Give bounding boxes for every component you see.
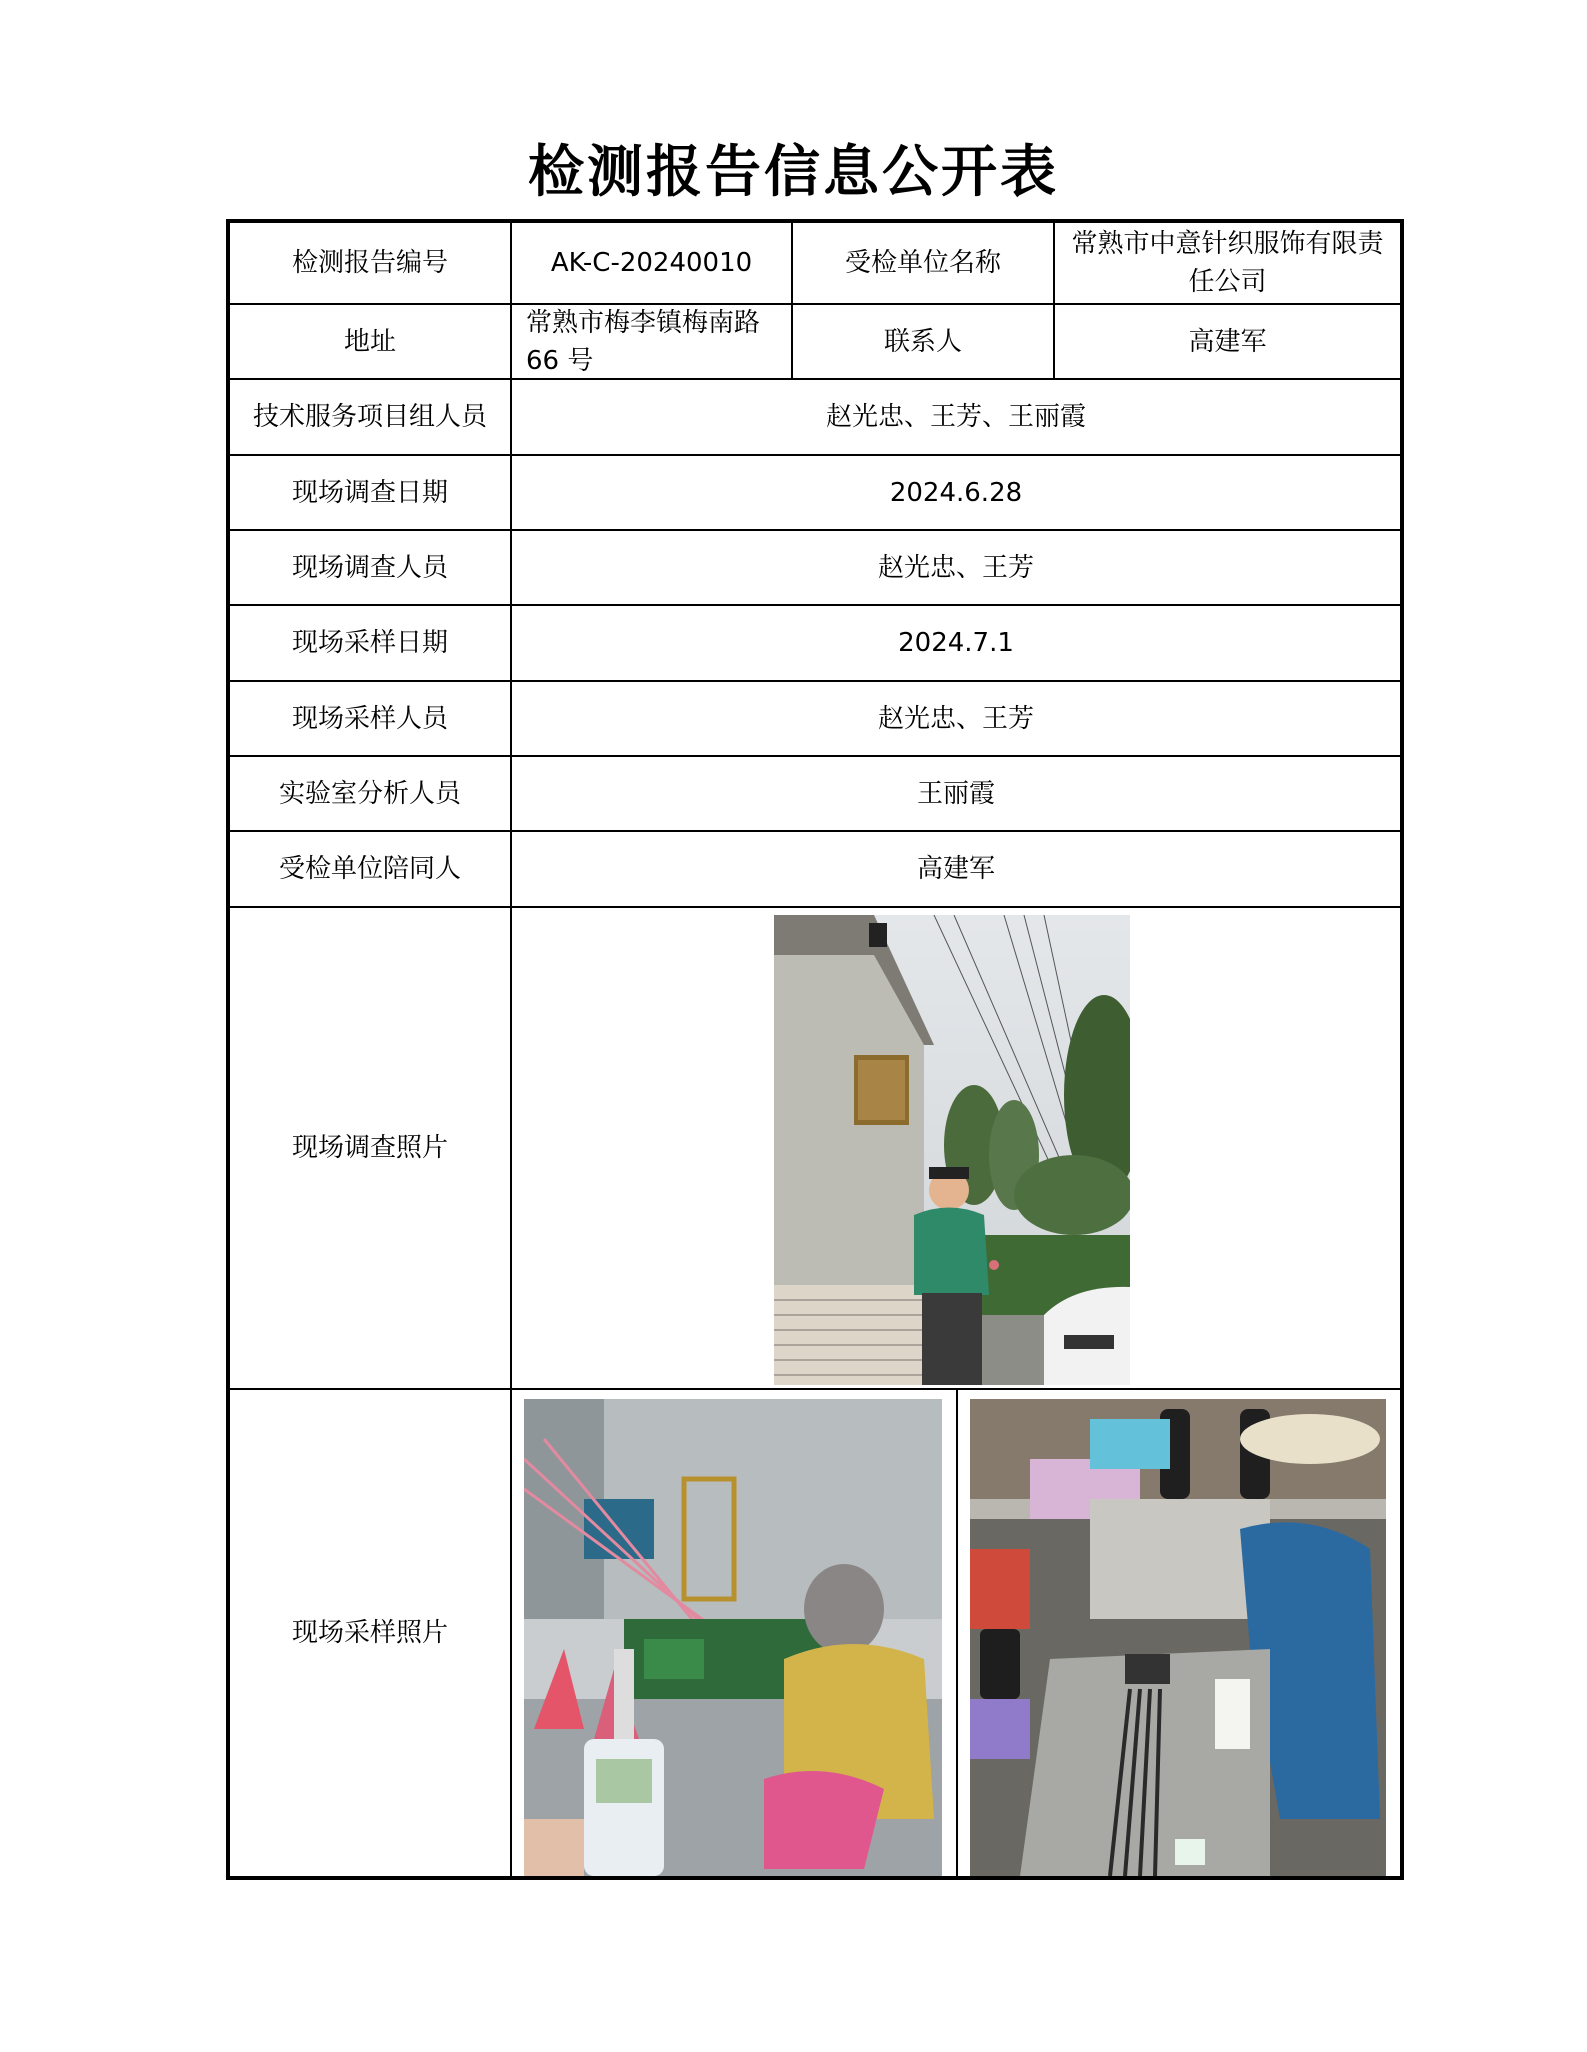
info-table: [226, 219, 1404, 1880]
sampling-date-value: 2024.7.1: [898, 628, 1014, 658]
team-value: 赵光忠、王芳、王丽霞: [825, 402, 1086, 432]
report-no-value: AK-C-20240010: [550, 248, 753, 278]
survey-staff-label: 现场调查人员: [291, 552, 448, 583]
survey-date-value: 2024.6.28: [889, 477, 1023, 508]
survey-staff-value: 赵光忠、王芳: [877, 552, 1034, 583]
document-title: 检测报告信息公开表: [528, 140, 1059, 205]
sampling-photo-2: [970, 1399, 1386, 1876]
team-label: 技术服务项目组人员: [252, 402, 487, 432]
survey-date-label: 现场调查日期: [291, 477, 448, 508]
sampling-staff-label: 现场采样人员: [291, 703, 448, 734]
survey-photo: [774, 915, 1130, 1385]
sampling-photo-label: 现场采样照片: [291, 1618, 448, 1648]
address-value: 常熟市梅李镇梅南路66 号: [526, 307, 761, 376]
sampling-staff-value: 赵光忠、王芳: [877, 703, 1034, 734]
escort-label: 受检单位陪同人: [278, 854, 461, 884]
report-no-label: 检测报告编号: [291, 248, 448, 278]
lab-staff-value: 王丽霞: [916, 778, 995, 809]
contact-label: 联系人: [883, 326, 962, 357]
unit-name-value: 常熟市中意针织服饰有限责任公司: [1071, 229, 1384, 297]
survey-photo-label: 现场调查照片: [291, 1133, 448, 1163]
contact-value: 高建军: [1188, 326, 1267, 357]
sampling-date-label: 现场采样日期: [291, 628, 448, 658]
unit-name-label: 受检单位名称: [844, 248, 1001, 278]
escort-value: 高建军: [916, 854, 995, 884]
address-label: 地址: [343, 326, 396, 357]
sampling-photo-1: [524, 1399, 942, 1876]
lab-staff-label: 实验室分析人员: [278, 778, 461, 809]
